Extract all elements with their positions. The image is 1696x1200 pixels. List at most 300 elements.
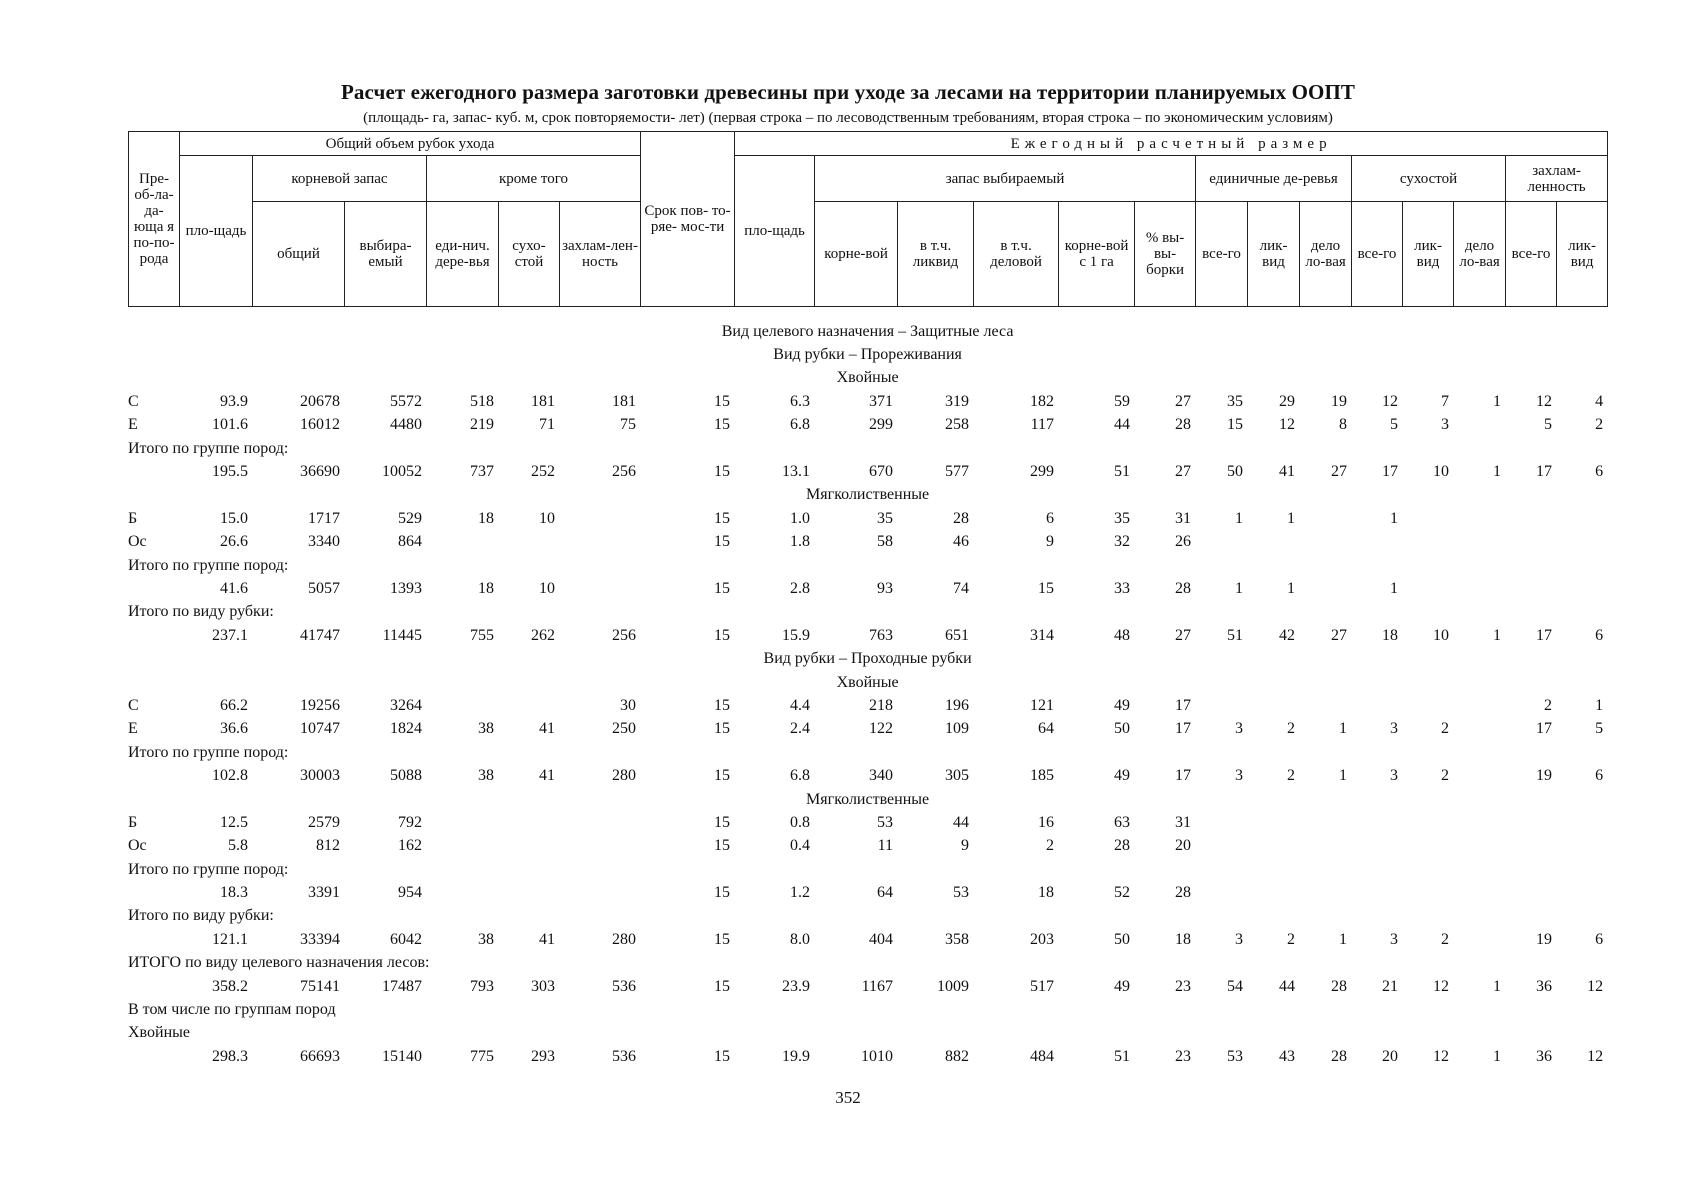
table-cell: 53 (1227, 1047, 1243, 1065)
table-cell: 18 (1175, 930, 1191, 948)
table-cell (1505, 531, 1556, 554)
table-cell: 1 (1493, 1047, 1501, 1065)
table-cell: 41 (539, 767, 555, 785)
table-cell: 182 (1030, 392, 1054, 410)
table-cell: 19 (1536, 930, 1552, 948)
section-heading-row (128, 671, 1607, 694)
table-cell: 12 (1587, 1047, 1604, 1065)
table-cell (128, 975, 179, 998)
table-cell (559, 811, 640, 834)
table-cell (1505, 835, 1556, 858)
table-cell: 28 (1175, 884, 1191, 902)
table-cell: 305 (945, 767, 969, 785)
group-label: Итого по группе пород: (128, 556, 289, 574)
table-cell: 6.8 (790, 767, 810, 785)
table-cell (426, 835, 498, 858)
table-cell (1453, 835, 1505, 858)
table-cell: 670 (869, 463, 893, 481)
table-cell: 15 (714, 579, 730, 597)
table-row (128, 718, 1607, 741)
table-cell: 16 (1038, 813, 1054, 831)
table-cell: 6 (1595, 463, 1604, 481)
table-cell: 38 (478, 720, 494, 738)
table-cell: 41 (1279, 463, 1295, 481)
table-cell: 43 (1279, 1047, 1295, 1065)
subtotal-label-row (128, 998, 1607, 1021)
table-cell: 122 (869, 720, 893, 738)
table-cell: 18 (478, 509, 494, 527)
table-cell: 358 (945, 930, 969, 948)
table-cell: 299 (869, 416, 893, 434)
table-cell (1453, 507, 1505, 530)
section-heading: Мягколиственные (806, 790, 930, 808)
table-cell: 2579 (308, 813, 340, 831)
header-dead-all: все-го (1352, 202, 1403, 307)
table-cell (1247, 531, 1299, 554)
table-cell (426, 694, 498, 717)
table-cell: 3264 (390, 696, 422, 714)
table-cell (128, 577, 179, 600)
header-besides: кроме того (427, 156, 641, 202)
table-cell: 203 (1030, 930, 1054, 948)
table-cell: 256 (612, 626, 636, 644)
table-cell (559, 881, 640, 904)
table-cell (1453, 811, 1505, 834)
header-pct-selection: % вы-вы-борки (1135, 202, 1196, 307)
table-cell: 15 (714, 884, 730, 902)
table-cell: 28 (953, 509, 969, 527)
table-cell: 262 (531, 626, 555, 644)
table-cell (1247, 811, 1299, 834)
table-cell: 35 (1227, 392, 1243, 410)
table-cell: 20678 (300, 392, 340, 410)
table-cell: 18 (1038, 884, 1054, 902)
table-cell: 1.0 (790, 509, 810, 527)
table-cell: 518 (470, 392, 494, 410)
table-cell (1351, 811, 1402, 834)
table-cell: 15 (714, 1047, 730, 1065)
header-single-liquid: лик-вид (1248, 202, 1300, 307)
table-cell: 3 (1235, 930, 1243, 948)
subtotal-label-row (128, 858, 1607, 881)
table-cell: 1167 (861, 977, 893, 995)
table-cell: 954 (398, 884, 422, 902)
table-cell: С (128, 392, 139, 410)
table-cell: 319 (945, 392, 969, 410)
table-cell: 17 (1536, 626, 1552, 644)
table-cell: 32 (1114, 533, 1130, 551)
table-cell: 53 (877, 813, 893, 831)
table-cell: 256 (612, 463, 636, 481)
table-cell: 792 (398, 813, 422, 831)
subtotal-label-row (128, 1022, 1607, 1045)
section-heading: Вид рубки – Прореживания (773, 346, 962, 364)
table-cell: 33 (1114, 579, 1130, 597)
table-cell: 4 (1595, 392, 1604, 410)
table-cell: 2 (1287, 930, 1295, 948)
table-cell: 9 (1046, 533, 1054, 551)
table-cell: 1 (1339, 930, 1347, 948)
table-cell: 53 (953, 884, 969, 902)
table-cell: 49 (1114, 767, 1130, 785)
table-cell: 1 (1287, 509, 1295, 527)
table-row (128, 835, 1607, 858)
table-cell: 12 (1587, 977, 1604, 995)
table-cell: 28 (1331, 1047, 1347, 1065)
table-cell (1299, 531, 1351, 554)
table-cell: 5088 (390, 767, 422, 785)
section-heading: Хвойные (836, 673, 899, 691)
table-cell (1195, 694, 1247, 717)
group-label: Итого по виду рубки: (128, 603, 274, 621)
table-cell (128, 764, 179, 787)
table-cell: 51 (1114, 1047, 1130, 1065)
table-cell: 2 (1287, 720, 1295, 738)
table-cell (1351, 835, 1402, 858)
table-cell (1556, 507, 1607, 530)
table-cell: 117 (1030, 416, 1054, 434)
group-label: Итого по группе пород: (128, 743, 289, 761)
table-cell (1402, 694, 1453, 717)
table-cell: 30003 (300, 767, 340, 785)
table-cell: 258 (945, 416, 969, 434)
table-cell: 41 (539, 930, 555, 948)
table-cell: 28 (1331, 977, 1347, 995)
table-cell: 812 (316, 837, 340, 855)
table-cell: С (128, 696, 139, 714)
section-heading-row (128, 320, 1607, 343)
table-cell (498, 835, 559, 858)
table-cell (1195, 811, 1247, 834)
table-cell: 219 (470, 416, 494, 434)
table-cell (1556, 811, 1607, 834)
table-cell (1299, 881, 1351, 904)
table-cell: 64 (877, 884, 893, 902)
table-row (128, 928, 1607, 951)
table-cell: 1393 (390, 579, 422, 597)
table-cell: 737 (470, 463, 494, 481)
table-cell: 15 (714, 930, 730, 948)
table-cell: 6.8 (790, 416, 810, 434)
table-cell: 6 (1046, 509, 1054, 527)
table-cell: 75 (620, 416, 636, 434)
table-cell: 1.8 (790, 533, 810, 551)
table-cell (128, 881, 179, 904)
table-cell: 63 (1114, 813, 1130, 831)
table-cell: 17 (1536, 463, 1552, 481)
table-header (128, 131, 1608, 307)
table-cell: 7 (1441, 392, 1449, 410)
table-cell (426, 531, 498, 554)
table-cell (1402, 881, 1453, 904)
section-heading: Вид рубки – Проходные рубки (763, 650, 972, 668)
header-root-per-ha: корне-вой с 1 га (1059, 202, 1135, 307)
table-cell: 15 (714, 509, 730, 527)
table-cell (1453, 414, 1505, 437)
table-cell: 26 (1175, 533, 1191, 551)
table-cell: Ос (128, 533, 147, 551)
table-cell: 1 (1390, 509, 1398, 527)
table-cell (1402, 835, 1453, 858)
table-cell: 314 (1030, 626, 1054, 644)
table-cell (1195, 531, 1247, 554)
header-incl-business: в т.ч. деловой (974, 202, 1059, 307)
group-label: Итого по виду рубки: (128, 907, 274, 925)
table-cell: 3 (1390, 767, 1398, 785)
table-cell: 3 (1390, 930, 1398, 948)
table-cell (128, 624, 179, 647)
header-species: Пре-об-ла-да-юща я по-по-рода (129, 132, 180, 307)
page-title: Расчет ежегодного размера заготовки древесины при уходе за лесами на территории планируемых ООПТ (340, 80, 1356, 104)
table-cell: 15 (1227, 416, 1243, 434)
table-row (128, 975, 1607, 998)
header-litter-annual: захлам-ленность (1506, 156, 1608, 202)
table-cell: 185 (1030, 767, 1054, 785)
table-cell (1505, 577, 1556, 600)
table-cell: 12.5 (220, 813, 248, 831)
table-cell: 75141 (300, 977, 340, 995)
table-cell: 9 (961, 837, 969, 855)
table-cell: 3 (1235, 767, 1243, 785)
table-cell: 36 (1536, 1047, 1552, 1065)
table-cell: 102.8 (212, 767, 248, 785)
table-cell: 17 (1175, 767, 1191, 785)
table-row (128, 624, 1607, 647)
table-cell: 1 (1287, 579, 1295, 597)
table-cell (1402, 531, 1453, 554)
table-cell: 30 (620, 696, 636, 714)
table-cell: 121 (1030, 696, 1054, 714)
table-cell (1195, 881, 1247, 904)
table-cell: 29 (1279, 392, 1295, 410)
table-cell (1505, 811, 1556, 834)
table-cell: 358.2 (212, 977, 248, 995)
table-cell: 17 (1382, 463, 1398, 481)
table-cell: 536 (612, 977, 636, 995)
header-litter: захлам-лен-ность (560, 202, 641, 307)
table-cell (1556, 577, 1607, 600)
table-cell: 3340 (308, 533, 340, 551)
table-cell: 2 (1441, 767, 1449, 785)
table-cell: 74 (953, 579, 969, 597)
table-cell: 2 (1287, 767, 1295, 785)
table-cell: 181 (531, 392, 555, 410)
table-cell: 1 (1493, 463, 1501, 481)
table-cell: 49 (1114, 977, 1130, 995)
table-cell: 10 (1433, 626, 1449, 644)
table-cell: 2.8 (790, 579, 810, 597)
table-cell: 303 (531, 977, 555, 995)
table-cell: 48 (1114, 626, 1130, 644)
table-cell: 44 (953, 813, 969, 831)
table-cell (1299, 835, 1351, 858)
table-cell: 15.9 (782, 626, 810, 644)
table-cell: 19 (1536, 767, 1552, 785)
table-cell: 23 (1175, 1047, 1191, 1065)
table-cell: 50 (1114, 720, 1130, 738)
table-cell: 15 (714, 533, 730, 551)
table-cell: 18 (478, 579, 494, 597)
table-cell: 93.9 (220, 392, 248, 410)
header-single-all: все-го (1196, 202, 1248, 307)
table-cell: 27 (1175, 463, 1191, 481)
table-row (128, 577, 1607, 600)
table-cell: 10052 (382, 463, 422, 481)
table-cell: 52 (1114, 884, 1130, 902)
table-cell: 101.6 (212, 416, 248, 434)
table-cell: 19256 (300, 696, 340, 714)
table-cell: 28 (1175, 416, 1191, 434)
table-cell: 109 (945, 720, 969, 738)
table-cell: 1 (1390, 579, 1398, 597)
table-cell: 162 (398, 837, 422, 855)
table-cell: 36690 (300, 463, 340, 481)
table-cell: 755 (470, 626, 494, 644)
table-cell: 15 (714, 696, 730, 714)
table-cell (128, 928, 179, 951)
table-cell: 31 (1175, 813, 1191, 831)
section-heading-row (128, 484, 1607, 507)
group-label: Итого по группе пород: (128, 439, 289, 457)
table-cell: 1.2 (790, 884, 810, 902)
table-cell: 15 (714, 626, 730, 644)
table-cell (1453, 881, 1505, 904)
table-cell: 1 (1493, 977, 1501, 995)
table-cell: 529 (398, 509, 422, 527)
table-cell: 864 (398, 533, 422, 551)
table-cell: 27 (1331, 463, 1347, 481)
table-cell: 35 (877, 509, 893, 527)
table-cell: 298.3 (212, 1047, 248, 1065)
table-cell: 793 (470, 977, 494, 995)
header-root-stock: корневой запас (253, 156, 427, 202)
table-cell: 1010 (861, 1047, 893, 1065)
table-cell: 66.2 (220, 696, 248, 714)
table-cell: 775 (470, 1047, 494, 1065)
table-cell: 66693 (300, 1047, 340, 1065)
table-cell: 10747 (300, 720, 340, 738)
subtotal-label-row (128, 741, 1607, 764)
table-cell: 12 (1433, 1047, 1449, 1065)
table-cell: 5 (1595, 720, 1604, 738)
table-cell: 19 (1331, 392, 1347, 410)
table-cell: 121.1 (212, 930, 248, 948)
table-row (128, 811, 1607, 834)
table-cell: 15 (714, 416, 730, 434)
subtotal-label-row (128, 952, 1607, 975)
table-cell: 218 (869, 696, 893, 714)
header-root: корне-вой (815, 202, 898, 307)
table-cell: 18 (1382, 626, 1398, 644)
section-heading: Вид целевого назначения – Защитные леса (721, 322, 1014, 340)
section-heading-row (128, 367, 1607, 390)
table-cell: 8.0 (790, 930, 810, 948)
table-cell: 13.1 (782, 463, 810, 481)
table-cell: 293 (531, 1047, 555, 1065)
table-cell: 252 (531, 463, 555, 481)
table-cell: 763 (869, 626, 893, 644)
table-cell: 1717 (308, 509, 340, 527)
table-cell: 280 (612, 930, 636, 948)
table-cell: 19.9 (782, 1047, 810, 1065)
table-cell: Ос (128, 837, 147, 855)
header-single-business: дело ло-вая (1300, 202, 1352, 307)
table-cell: 250 (612, 720, 636, 738)
table-row (128, 694, 1607, 717)
table-cell (1453, 718, 1505, 741)
table-cell: 1 (1595, 696, 1604, 714)
table-cell (128, 460, 179, 483)
table-cell: 17487 (382, 977, 422, 995)
table-cell: 195.5 (212, 463, 248, 481)
table-cell: 1824 (390, 720, 422, 738)
table-cell (1247, 835, 1299, 858)
table-cell: 517 (1030, 977, 1054, 995)
table-cell: 6 (1595, 626, 1604, 644)
table-cell: 50 (1114, 930, 1130, 948)
table-row (128, 764, 1607, 787)
section-heading-row (128, 647, 1607, 670)
table-cell: 15 (714, 837, 730, 855)
table-cell: Б (128, 813, 138, 831)
table-cell: 1 (1339, 720, 1347, 738)
table-cell (498, 531, 559, 554)
table-cell: 280 (612, 767, 636, 785)
group-label: В том числе по группам пород (128, 1001, 336, 1019)
table-cell: 2 (1046, 837, 1054, 855)
table-cell (128, 1045, 179, 1068)
table-cell: 42 (1279, 626, 1295, 644)
subtotal-label-row (128, 437, 1607, 460)
table-cell: 17 (1175, 696, 1191, 714)
table-cell: 5572 (390, 392, 422, 410)
table-cell: 23.9 (782, 977, 810, 995)
table-cell: 15 (1038, 579, 1054, 597)
table-cell: 46 (953, 533, 969, 551)
table-cell: 237.1 (212, 626, 248, 644)
table-cell: 36 (1536, 977, 1552, 995)
table-cell (1453, 764, 1505, 787)
table-cell (1453, 577, 1505, 600)
table-cell: 4.4 (790, 696, 810, 714)
group-label: ИТОГО по виду целевого назначения лесов: (128, 954, 430, 972)
table-row (128, 390, 1607, 413)
table-cell (559, 507, 640, 530)
table-cell: 12 (1536, 392, 1552, 410)
table-cell: 12 (1382, 392, 1398, 410)
table-cell: 6 (1595, 767, 1604, 785)
table-cell: 27 (1331, 626, 1347, 644)
table-cell: 12 (1279, 416, 1295, 434)
table-cell (1453, 928, 1505, 951)
table-cell: 5 (1390, 416, 1398, 434)
header-period: Срок пов- то-ряе- мос-ти (641, 132, 735, 307)
table-cell: 1 (1235, 509, 1243, 527)
table-cell: 15 (714, 463, 730, 481)
table-cell: 17 (1536, 720, 1552, 738)
table-cell: 49 (1114, 696, 1130, 714)
table-cell: 404 (869, 930, 893, 948)
table-cell: 2 (1595, 416, 1604, 434)
table-cell: 1009 (937, 977, 969, 995)
table-cell: 54 (1227, 977, 1243, 995)
table-cell: 5.8 (228, 837, 248, 855)
table-cell (1453, 694, 1505, 717)
table-cell (1505, 507, 1556, 530)
table-cell: 50 (1227, 463, 1243, 481)
table-cell: 340 (869, 767, 893, 785)
table-cell: 26.6 (220, 533, 248, 551)
